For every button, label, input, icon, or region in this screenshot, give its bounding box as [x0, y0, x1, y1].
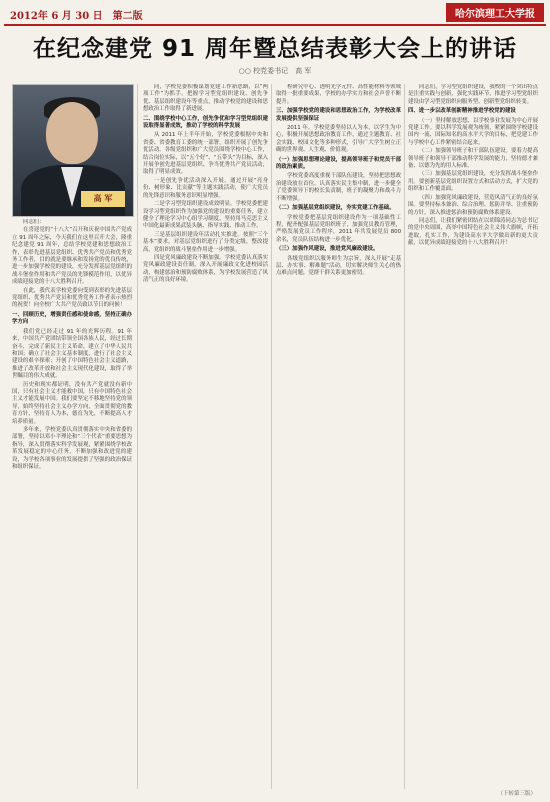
paragraph: （三）加强基层党组织建设，充分发挥战斗堡垒作用。要创新基层党组织设置方式和活动方式，扩大党的组织和工作覆盖面。 [408, 171, 538, 193]
paragraph: 四是党风廉政建设不断加强。学校党委认真落实党风廉政建设责任制，深入开展廉政文化进校园活动，构建惩治和预防腐败体系，为学校发展营造了风清气正的良好环境。 [143, 254, 268, 284]
paragraph: 在喜迎党的“十八大”召开和庆祝中国共产党成立 91 周年之际，今天我们在这里召开大会，隆重纪念建党 91 周年，总结学校党建和思想政治工作，表彰先进基层党组织、优秀共产党员和优秀党务工作者，目的就是要继承和发扬党的优良传统，进一步加强学校党的建设，充分发挥基层党组织的战斗堡垒作用和共产党员的先锋模范作用，以优异成绩迎接党的十八大胜利召开。 [12, 227, 132, 286]
photo-face [46, 102, 98, 164]
paragraph: 各级党组织以服务师生为宗旨，深入开展“走基层、办实事、解难题”活动，切实解决师生关心的热点难点问题，党群干群关系更加密切。 [276, 255, 401, 277]
masthead [4, 3, 546, 26]
section-heading: 一、回顾历史，增强责任感和使命感，坚持正确办学方向 [12, 311, 132, 326]
paragraph: 历史和现实都证明，没有共产党就没有新中国，只有社会主义才能救中国，只有中国特色社会主义才能发展中国。我们要坚定不移地坚持党的领导，始终坚持社会主义办学方向，全面贯彻党的教育方针，坚持育人为本，德育为先，不断提高人才培养质量。 [12, 381, 132, 425]
paragraph: 同，学校党委积极谋划党建工作新思路，以“两项工作”为抓手，把握学习型党组织建设、创先争优、基层组织建设年等重点，推动学校党的建设和思想政治工作取得了新进展。 [143, 84, 268, 113]
section-heading: 三、加强学校党的建设和思想政治工作，为学校改革发展提供坚强保证 [276, 108, 401, 122]
article-byline: ○○ 校党委书记 高 军 [238, 67, 312, 75]
paragraph: 二是学习型党组织建设成效明显。学校党委把建设学习型党组织作为加强党的建设的重要任务，建立健全了理论学习中心组学习制度，坚持用马克思主义中国化最新成果武装头脑、指导实践、推动工作。 [143, 201, 268, 230]
paragraph: 2011 年，学校党委坚持以人为本，以学生为中心，积极开展思想政治教育工作，通过主题教育、社会实践、校园文化等多种形式，引导广大学生树立正确的世界观、人生观、价值观。 [276, 125, 401, 154]
section-heading: 四、进一步以改革创新精神推进学校党的建设 [408, 108, 516, 115]
subsection-heading: （三）加强作风建设，推进党风廉政建设。 [276, 246, 379, 253]
continued-note: （下转第三版） [497, 791, 536, 797]
subsection-heading: （一）加强思想理论建设，提高领导班子和党员干部的政治素质。 [276, 156, 401, 171]
paragraph: 同志们，让我们紧密团结在以胡锦涛同志为总书记的党中央周围，高举中国特色社会主义伟大旗帜，开拓进取，扎实工作，为建设高水平大学做出新的更大贡献，以优异成绩迎接党的十八大胜利召开！ [408, 217, 538, 247]
paragraph: 我们党已经走过 91 年的光辉历程。91 年来，中国共产党团结带领全国各族人民，经过长期奋斗，完成了新民主主义革命，建立了中华人民共和国；确立了社会主义基本制度，进行了社会主义建设的艰辛探索；开创了中国特色社会主义道路，推进了改革开放和社会主义现代化建设，取得了举世瞩目的伟大成就。 [12, 328, 132, 380]
name-plate: 高 军 [81, 191, 125, 207]
text-column-4 [408, 84, 538, 789]
paragraph: 多年来，学校党委认真贯彻落实中央和省委的部署，坚持以邓小平理论和“三个代表”重要思想为指导，深入贯彻落实科学发展观，紧紧围绕学校改革发展稳定的中心任务，不断加强和改进党的建设，为学校各项事业的发展提供了坚强的政治保证和组织保证。 [12, 426, 132, 470]
paragraph: 同志们： [23, 219, 45, 225]
paragraph: 三是基层组织建设年活动扎实推进。按照“三个基本”要求，对基层党组织进行了分类定级，整改提高，党组织的战斗堡垒作用进一步增强。 [143, 231, 268, 253]
article-headline: 在纪念建党 91 周年暨总结表彰大会上的讲话 [32, 36, 518, 62]
section-heading: 二、围绕学校中心工作，创先争优和学习型党组织建设取得显著成效，推动了学校的科学发展 [143, 115, 268, 130]
paragraph: 一是创先争优活动深入开展。通过开展“亮身份、树形象、比贡献”等主题实践活动，使广大党员的先锋意识和服务意识明显增强。 [143, 177, 268, 199]
text-column-3 [276, 84, 401, 789]
paragraph: 学校党委高度重视干部队伍建设，坚持把思想政治建设放在首位，认真落实民主集中制，进一步健全了党委领导下的校长负责制，班子的凝聚力和战斗力不断增强。 [276, 173, 401, 202]
paragraph: 学校党委把基层党组织建设作为一项基础性工程，配齐配强基层党组织班子，加强党员教育管理，严格发展党员工作程序，2011 年共发展党员 800 余名，党员队伍结构进一步优化。 [276, 214, 401, 243]
subsection-heading: （二）加强基层党组织建设，夯实党建工作基础。 [276, 205, 395, 212]
newspaper-name: 哈尔滨理工大学报 [446, 3, 544, 22]
paragraph: 程研究中心、透明光学元件、高性能材料等领域取得一批重要成果，学校的办学实力和社会声誉不断提升。 [276, 84, 401, 105]
text-column-1 [12, 219, 132, 789]
column-divider [137, 84, 138, 789]
paragraph: （一）坚持解放思想，以学校事业发展为中心开展党建工作。要以科学发展观为统领，紧紧围绕学校建设国内一流、国际知名的高水平大学的目标，把党建工作与学校中心工作紧密结合起来。 [408, 117, 538, 146]
paragraph: （二）加强领导班子和干部队伍建设。要着力提高领导班子和领导干部推动科学发展的能力，坚持德才兼备、以德为先的用人标准。 [408, 148, 538, 170]
paragraph: 从 2011 年上半年开始，学校党委根据中央和省委、省委教育工委的统一部署，组织开展了创先争优活动。各级党组织和广大党员围绕学校中心工作，结合岗位实际，以“五个好”、“五带头”为目标，深入开展争创先进基层党组织、争当优秀共产党员活动，取得了明显成效。 [143, 132, 268, 176]
text-column-2 [143, 84, 268, 789]
column-divider [271, 84, 272, 789]
paragraph: （四）加强党风廉政建设，营造风清气正的良好氛围。要坚持标本兼治、综合治理、惩防并举、注重预防的方针，深入推进惩治和预防腐败体系建设。 [408, 194, 538, 216]
paragraph: 在此，我代表学校党委向受到表彰的先进基层党组织、优秀共产党员和优秀党务工作者表示热烈的祝贺！向全校广大共产党员致以节日的问候！ [12, 287, 132, 309]
column-divider [404, 84, 405, 789]
author-photo [12, 84, 134, 217]
paragraph: 同志们，学习型党组织建设，我校的一个突出特点是注重实践与创新，强化实践环节，推进学习型党组织建设由学习型党组织向服务型、创新型党组织转变。 [408, 84, 538, 105]
issue-date: 2012年 6 月 30 日 第二版 [10, 11, 143, 22]
